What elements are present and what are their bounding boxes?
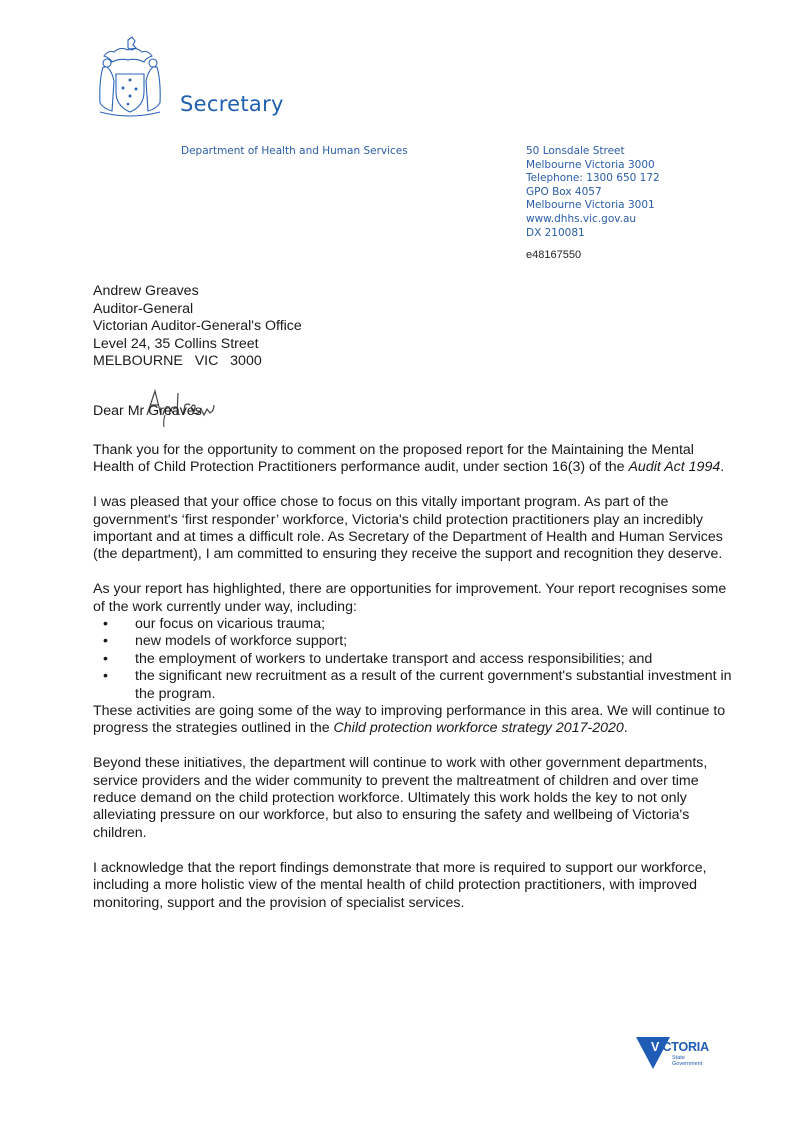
recipient-street: Level 24, 35 Collins Street: [93, 335, 259, 352]
initiatives-list: [93, 616, 733, 703]
list-item: • new models of workforce support;: [135, 633, 733, 650]
recipient-office: Victorian Auditor-General's Office: [93, 318, 302, 334]
paragraph-3: As your report has highlighted, there are opportunities for improvement. Your report recognises some of the work currently under way, including: • our focus on vicarious trauma; • new models of workforce support; • the employment of workers to undertake transport and access responsibilities; and • the significant new recruitment as a result of the current government's substantial investment in the program. These activities are going some of the way to improving performance in this area. We will continue to progress the strategies outlined in the Child protection workforce strategy 2017-2020.: [93, 581, 733, 738]
paragraph-2: I was pleased that your office chose to focus on this vitally important program. As part of the government's ‘first responder’ workforce, Victoria's child protection practitioners play an incredibly important and at times a difficult role. As Secretary of the Department of Health and Human Services (the department), I am committed to ensuring they receive the support and recognition they deserve.: [93, 494, 723, 563]
paragraph-4: Beyond these initiatives, the department will continue to work with other government departments, service providers and the wider community to prevent the maltreatment of children and over time reduce demand on the child protection workforce. Ultimately this work holds the key to not only alleviating pressure on our workforce, but also to ensuring the safety and wellbeing of Victoria's children.: [93, 755, 708, 841]
recipient-name: Andrew Greaves: [93, 283, 199, 299]
sender-address: [526, 145, 660, 240]
recipient-city: MELBOURNE VIC 3000: [93, 353, 262, 369]
letter-body: [93, 442, 733, 929]
list-item: • our focus on vicarious trauma;: [135, 616, 733, 633]
recipient-title: Auditor-General: [93, 300, 194, 317]
salutation: Dear Mr Greaves: [93, 403, 202, 419]
victoria-state-government-logo-icon: [636, 1037, 708, 1071]
list-item: • the employment of workers to undertake transport and access responsibilities; and: [135, 651, 733, 668]
address-line: Melbourne Victoria 3001: [526, 199, 655, 212]
victoria-coat-of-arms-icon: [92, 36, 168, 118]
address-line: 50 Lonsdale Street: [526, 145, 625, 157]
strategy-title: Child protection workforce strategy 2017-2020: [333, 720, 624, 737]
telephone-line: Telephone: 1300 650 172: [526, 172, 660, 185]
act-title: Audit Act 1994: [628, 459, 721, 476]
website-line: www.dhhs.vic.gov.au: [526, 212, 637, 225]
paragraph-1: Thank you for the opportunity to comment on the proposed report for the Maintaining the Mental Health of Child Protection Practitioners performance audit, under section 16(3) of the Audit Act 1994.: [93, 442, 725, 476]
address-line: GPO Box 4057: [526, 185, 602, 198]
paragraph-5: I acknowledge that the report findings demonstrate that more is required to support our workforce, including a more holistic view of the mental health of child protection practitioners, with improved monitoring, support and the provision of specialist services.: [93, 859, 707, 911]
dx-line: DX 210081: [526, 226, 585, 239]
address-line: Melbourne Victoria 3000: [526, 158, 655, 171]
letterhead-title: Secretary: [180, 92, 284, 116]
logo-wordmark: VICTORIA: [651, 1040, 709, 1054]
logo-subtitle: State Government: [672, 1055, 703, 1067]
department-name: Department of Health and Human Services: [181, 145, 408, 157]
reference-number: e48167550: [526, 249, 582, 261]
recipient-address: [93, 283, 302, 371]
list-item: • the significant new recruitment as a result of the current government's substantial investment in the program.: [135, 668, 733, 703]
